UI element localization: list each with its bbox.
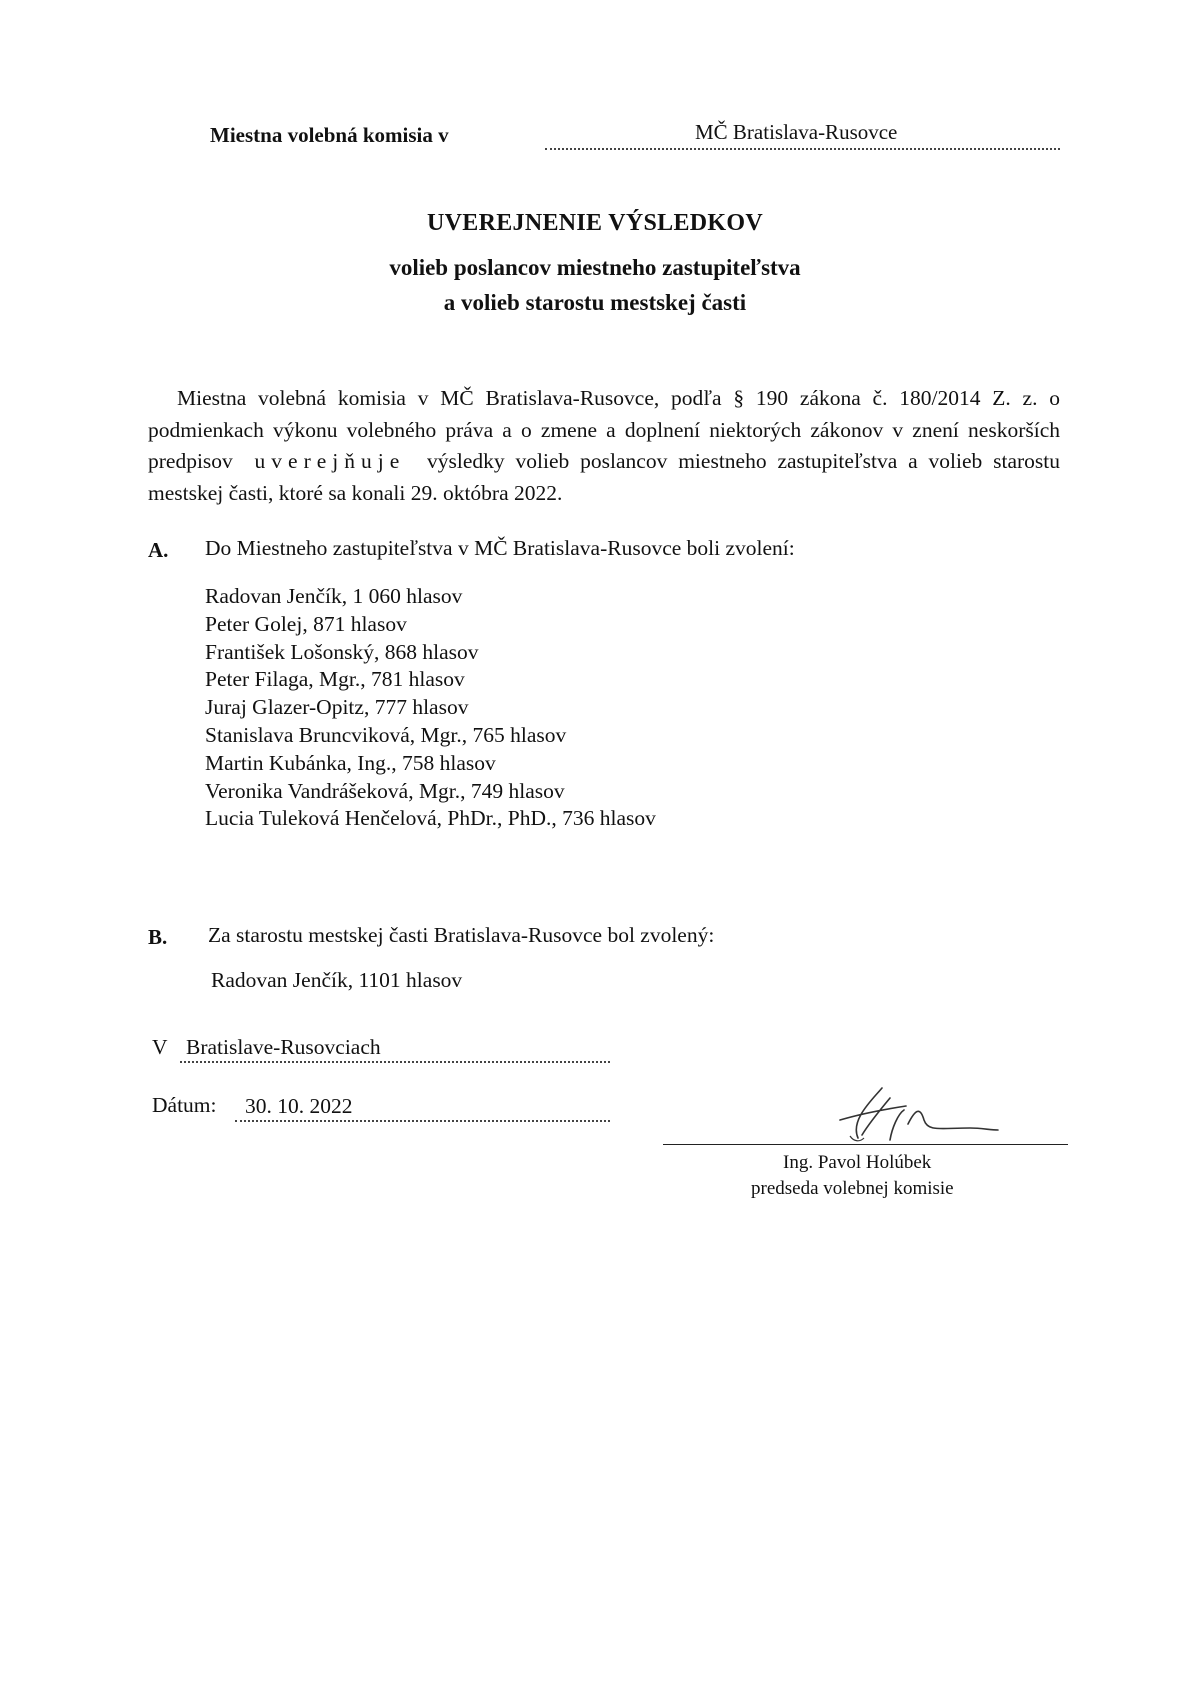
- signature-image: [820, 1080, 1010, 1150]
- elected-item: Peter Filaga, Mgr., 781 hlasov: [205, 667, 465, 692]
- elected-item: Veronika Vandrášeková, Mgr., 749 hlasov: [205, 778, 565, 803]
- place-field: [180, 1033, 610, 1063]
- document-subtitle-line1: volieb poslancov miestneho zastupiteľstva: [389, 255, 801, 280]
- date-label: Dátum:: [152, 1093, 217, 1117]
- intro-keyword: uverejňuje: [254, 449, 406, 473]
- committee-field: [545, 118, 1060, 150]
- mayor-result: Radovan Jenčík, 1101 hlasov: [211, 968, 463, 992]
- date-field: [235, 1092, 610, 1122]
- committee-value: MČ Bratislava-Rusovce: [695, 120, 898, 144]
- elected-list: [205, 583, 656, 833]
- section-a-heading: Do Miestneho zastupiteľstva v MČ Bratislava-Rusovce boli zvolení:: [205, 536, 795, 560]
- elected-item: František Lošonský, 868 hlasov: [205, 639, 479, 664]
- committee-label: Miestna volebná komisia v: [210, 123, 449, 147]
- signatory-name: Ing. Pavol Holúbek: [783, 1152, 932, 1173]
- place-value: Bratislave-Rusovciach: [186, 1035, 381, 1059]
- section-b-heading: Za starostu mestskej časti Bratislava-Rusovce bol zvolený:: [208, 923, 715, 947]
- date-value: 30. 10. 2022: [245, 1094, 353, 1118]
- elected-item: Lucia Tuleková Henčelová, PhDr., PhD., 736 hlasov: [205, 806, 656, 831]
- intro-part2: výsledky volieb poslancov miestneho zastupiteľstva a volieb starostu mestskej časti, ktoré sa konali 29. októbra 2022.: [148, 449, 1061, 505]
- elected-item: Stanislava Bruncviková, Mgr., 765 hlasov: [205, 722, 567, 747]
- section-a-letter: A.: [148, 538, 169, 562]
- intro-part1: Miestna volebná komisia v MČ Bratislava-Rusovce, podľa § 190 zákona č. 180/2014 Z. z. o podmienkach výkonu volebného práva a o zmene a doplnení niektorých zákonov v znení neskorších predpisov: [148, 386, 1060, 473]
- elected-item: Martin Kubánka, Ing., 758 hlasov: [205, 750, 496, 775]
- elected-item: Juraj Glazer-Opitz, 777 hlasov: [205, 695, 469, 720]
- elected-item: Radovan Jenčík, 1 060 hlasov: [205, 584, 463, 608]
- document-title: UVEREJNENIE VÝSLEDKOV: [427, 210, 763, 236]
- signatory-role: predseda volebnej komisie: [751, 1178, 954, 1199]
- document-subtitle-line2: a volieb starostu mestskej časti: [443, 290, 747, 315]
- signature-line: [663, 1144, 1068, 1145]
- elected-item: Peter Golej, 871 hlasov: [205, 611, 407, 636]
- intro-paragraph: [148, 383, 1060, 509]
- section-b-letter: B.: [148, 925, 168, 949]
- place-label: V: [152, 1035, 168, 1059]
